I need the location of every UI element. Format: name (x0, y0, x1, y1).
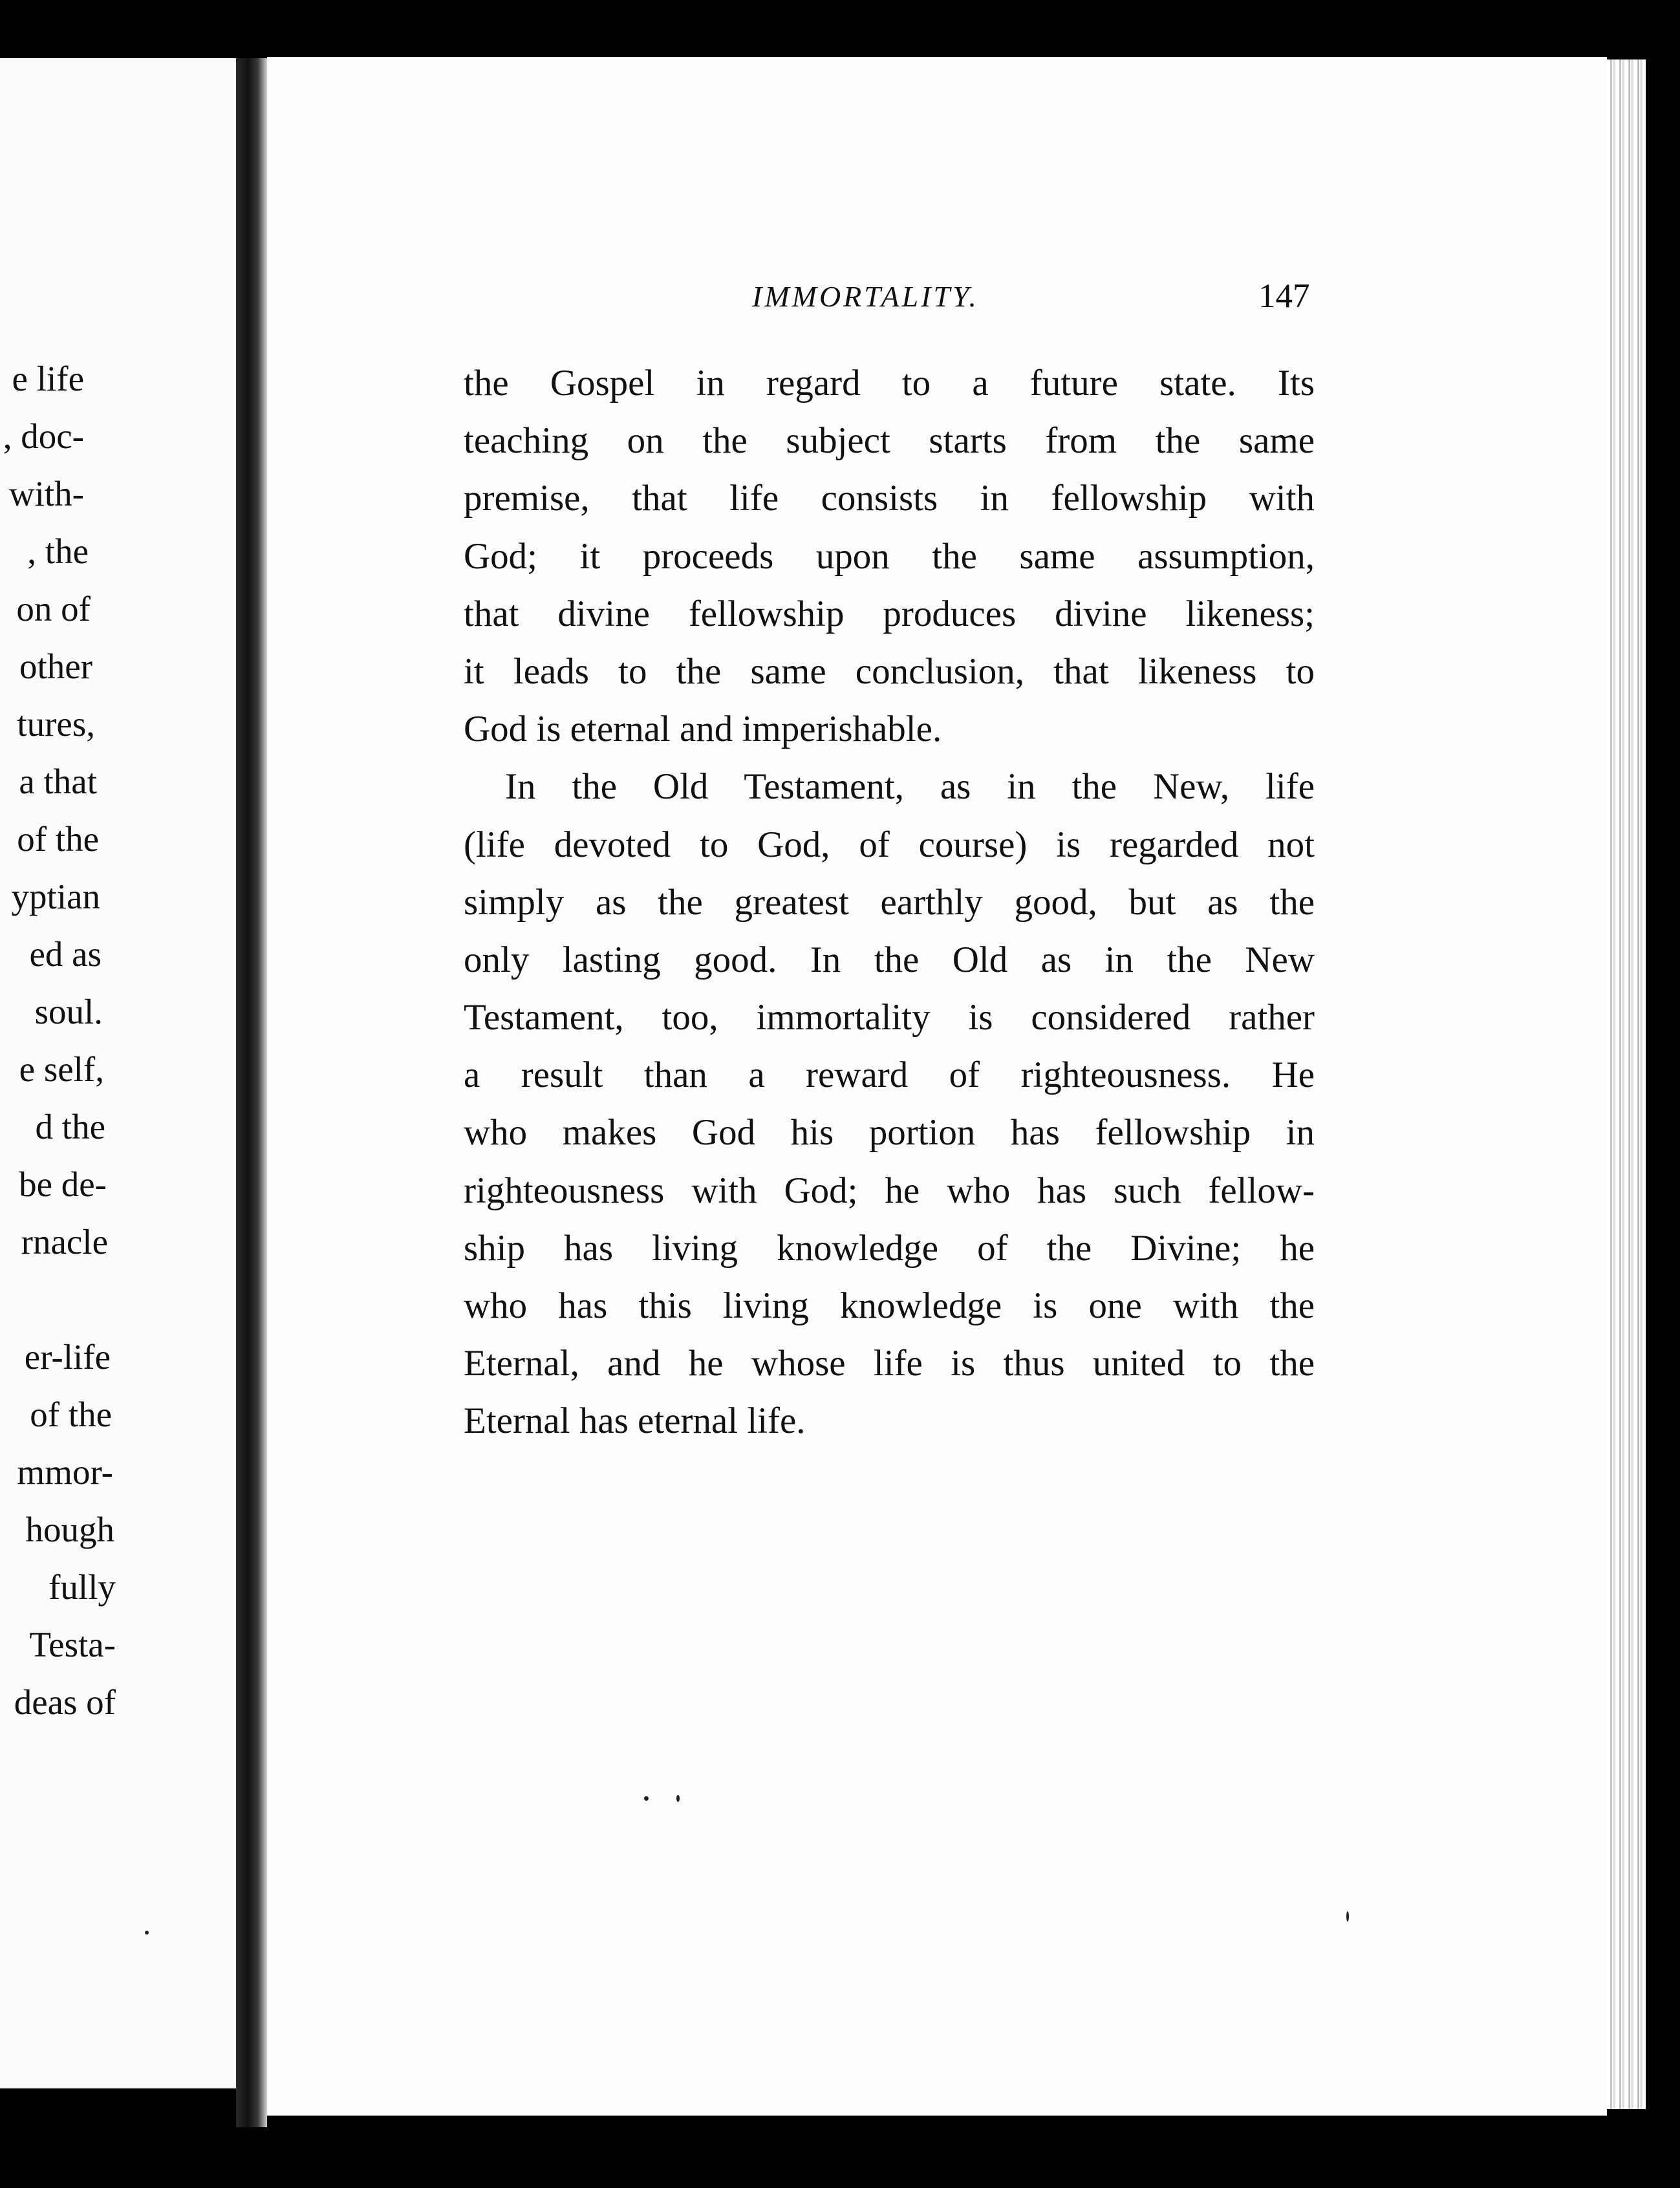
paragraph-1 (464, 354, 1315, 758)
facing-page-line: soul. (34, 992, 103, 1031)
text-line: simply as the greatest earthly good, but as the (464, 881, 1315, 923)
facing-page-line: of the (30, 1395, 112, 1434)
text-line: In the Old Testament, as in the New, life (505, 766, 1315, 808)
text-line: who makes God his portion has fellowship in (464, 1112, 1315, 1153)
facing-page-line: other (19, 647, 92, 686)
page-edges (1607, 59, 1646, 2109)
facing-page-line: , the (27, 531, 89, 571)
facing-page-fragment (0, 58, 236, 2088)
text-line: Eternal has eternal life. (464, 1400, 806, 1442)
text-line: a result than a reward of righteousness. He (464, 1055, 1315, 1096)
facing-page-line: fully (48, 1567, 116, 1607)
facing-page-line: yptian (11, 877, 100, 916)
text-line: righteousness with God; he who has such fellow- (464, 1170, 1315, 1211)
text-line: God; it proceeds upon the same assumption, (464, 535, 1315, 577)
text-line: that divine fellowship produces divine likeness; (464, 593, 1315, 634)
facing-page-line: hough (25, 1510, 114, 1549)
paragraph-2 (464, 758, 1315, 1450)
facing-page-line: a that (19, 762, 97, 801)
text-line: teaching on the subject starts from the same (464, 420, 1315, 462)
facing-page-line: d the (35, 1107, 105, 1146)
text-line: Testament, too, immortality is considered rather (464, 997, 1315, 1038)
text-line: it leads to the same conclusion, that likeness to (464, 650, 1315, 692)
facing-page-line: mmor- (17, 1452, 113, 1492)
facing-page-line: e self, (19, 1049, 104, 1089)
facing-page-line: , doc- (3, 416, 84, 456)
paper-speck (1346, 1911, 1349, 1922)
paper-speck (644, 1796, 649, 1801)
text-line: ship has living knowledge of the Divine; he (464, 1227, 1315, 1269)
book-gutter (236, 58, 267, 2127)
facing-page-line: deas of (14, 1682, 116, 1722)
facing-page-line: Testa- (29, 1625, 116, 1664)
paper-speck (145, 1931, 149, 1935)
paper-speck (676, 1795, 680, 1802)
body-text (464, 354, 1315, 1450)
facing-page-line: er-life (24, 1337, 111, 1377)
text-line: premise, that life consists in fellowship with (464, 478, 1315, 519)
facing-page-line: of the (17, 819, 99, 859)
facing-page-line: e life (12, 359, 84, 398)
running-head: IMMORTALITY. (752, 280, 979, 313)
text-line: the Gospel in regard to a future state. Its (464, 363, 1315, 403)
text-line: who has this living knowledge is one with the (464, 1285, 1315, 1326)
text-line: (life devoted to God, of course) is regarded not (464, 824, 1315, 865)
facing-page-line: ed as (29, 934, 102, 974)
text-line: Eternal, and he whose life is thus united to the (464, 1343, 1315, 1384)
facing-page-line: be de- (19, 1164, 107, 1204)
facing-page-line: on of (16, 589, 91, 628)
text-line: only lasting good. In the Old as in the New (464, 939, 1315, 980)
page-number: 147 (1258, 277, 1310, 315)
text-line: God is eternal and imperishable. (464, 709, 942, 750)
facing-page-line: with- (8, 474, 84, 513)
facing-page-line: tures, (17, 704, 95, 744)
facing-page-line: rnacle (21, 1222, 108, 1261)
